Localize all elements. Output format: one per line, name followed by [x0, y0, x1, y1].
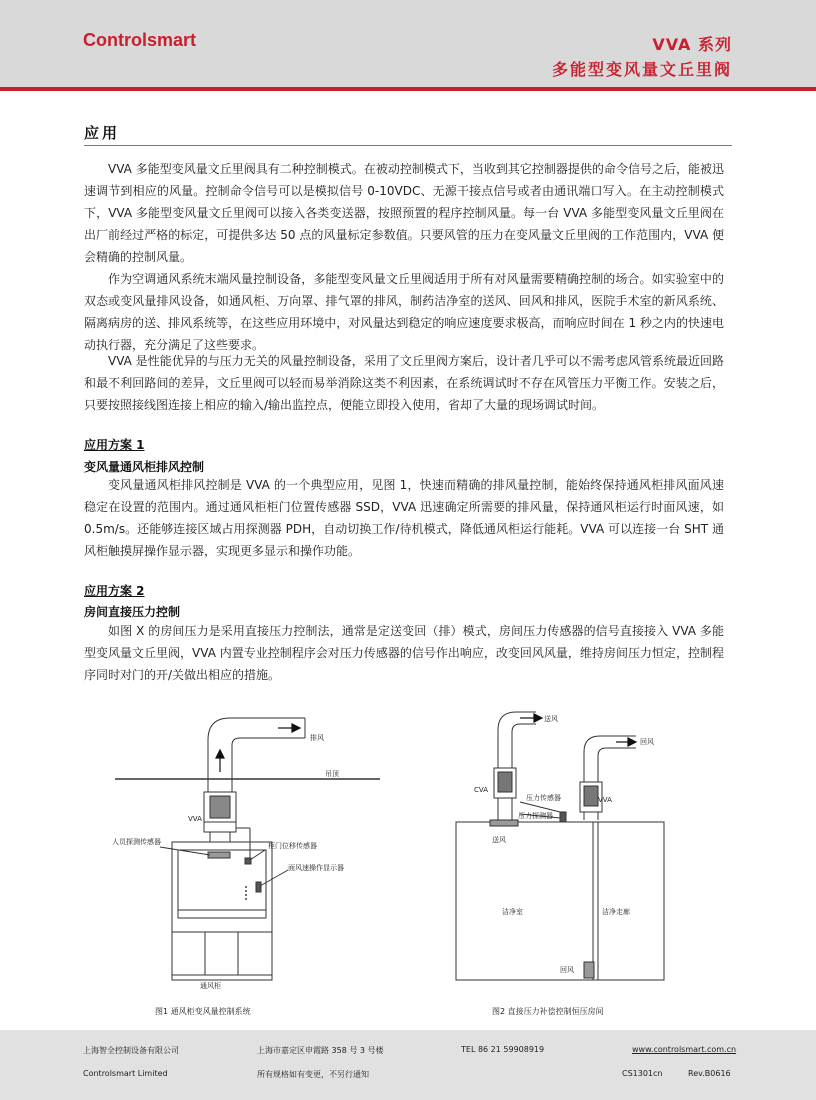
scheme2-title: 应用方案 2 — [84, 584, 145, 598]
scheme2-heading: 房间直接压力控制 — [84, 605, 181, 619]
brand-logo-text: Controlsmart — [83, 30, 197, 50]
product-title: 多能型变风量文丘里阀 — [551, 60, 732, 79]
fig2-vva-label: VVA — [598, 796, 612, 804]
scheme1-text: 变风量通风柜排风控制是 VVA 的一个典型应用，见图 1，快速而精确的排风量控制，能始终保持通风柜排风面风速稳定在设置的范围内。通过通风柜柜门位置传感器 SSD，VVA 迅速确定所需要的排风量，保持通风柜运行时面风速，如 0.5m/s。还能够连接区域占用探测器 PDH，自动切换工作/待机模式，降低通风柜运行能耗。VVA 可以连接一台 SHT 通风柜触摸屏操作显示器，实现更多显示和操作功能。 — [84, 478, 724, 558]
fig1-presence-sensor-label: 人员探测传感器 — [112, 838, 161, 846]
paragraph-3: VVA 是性能优异的与压力无关的风量控制设备，采用了文丘里阀方案后，设计者几乎可以不需考虑风管系统最近回路和最不利回路间的差异，文丘里阀可以轻而易举消除这类不利因素，在系统调试时不存在风管压力平衡工作。安装之后，只要按照接线图连接上相应的输入/输出监控点，便能立即投入使用，省却了大量的现场调试时间。 — [84, 354, 724, 412]
figure1-hood-diagram — [100, 700, 390, 995]
fig1-sash-sensor-label: 柜门位移传感器 — [268, 842, 317, 850]
figure1-caption: 图1 通风柜变风量控制系统 — [155, 1007, 251, 1016]
fig1-ceiling-label: 吊顶 — [325, 770, 339, 778]
figure2-caption: 图2 直接压力补偿控制恒压房间 — [492, 1007, 604, 1016]
fig2-cleanroom-label: 洁净室 — [502, 908, 523, 916]
fig1-exhaust-label: 排风 — [310, 734, 324, 742]
figure2-room-diagram — [450, 700, 690, 995]
scheme1-heading: 变风量通风柜排风控制 — [84, 460, 205, 474]
fig1-display-label: 面风速操作显示器 — [288, 864, 344, 872]
footer-website-link[interactable]: www.controlsmart.com.cn — [632, 1045, 737, 1054]
footer-company-en: Controlsmart Limited — [83, 1069, 168, 1078]
footer-doc-code: CS1301cn — [622, 1069, 663, 1078]
footer-notice: 所有规格如有变更，不另行通知 — [257, 1070, 369, 1079]
fig2-supply-bottom-label: 送风 — [492, 836, 506, 844]
fig2-return-top-label: 回风 — [640, 738, 654, 746]
fig2-supply-top-label: 送风 — [544, 715, 558, 723]
section-divider — [84, 145, 732, 146]
paragraph-1: VVA 多能型变风量文丘里阀具有二种控制模式。在被动控制模式下，当收到其它控制器提供的命令信号之后，能被迅速调节到相应的风量。控制命令信号可以是模拟信号 0-10VDC、无源干接点信号或者由通讯端口写入。在主动控制模式下，VVA 多能型变风量文丘里阀可以接入各类变送器，按照预置的程序控制风量。每一台 VVA 多能型变风量文丘里阀在出厂前经过严格的标定，可提供多达 50 点的风量标定参数值。只要风管的压力在变风量文丘里阀的工作范围内，VVA 便会精确的控制风量。 — [84, 162, 724, 264]
footer-address: 上海市嘉定区申霞路 358 号 3 号楼 — [257, 1046, 384, 1055]
header-rule — [0, 87, 816, 91]
fig2-cva-label: CVA — [474, 786, 489, 794]
fig2-return-bottom-label: 回风 — [560, 966, 574, 974]
footer-tel: TEL 86 21 59908919 — [461, 1045, 545, 1054]
fig2-corridor-label: 洁净走廊 — [602, 908, 630, 916]
fig2-pressure-sensor-label: 压力传感器 — [526, 794, 561, 802]
footer-band — [0, 1030, 816, 1100]
fig2-pressure-probe-label: 压力探测器 — [518, 812, 553, 820]
fig1-vva-label: VVA — [188, 815, 202, 823]
series-title: VVA 系列 — [652, 35, 732, 54]
footer-revision: Rev.B0616 — [688, 1069, 731, 1078]
scheme2-text: 如图 X 的房间压力是采用直接压力控制法，通常是定送变回（排）模式，房间压力传感器的信号直接接入 VVA 多能型变风量文丘里阀，VVA 内置专业控制程序会对压力传感器的信号作出响应，改变回风风量，维持房间压力恒定，控制程序同时对门的开/关做出相应的措施。 — [84, 624, 724, 682]
fig1-hood-label: 通风柜 — [200, 982, 221, 990]
paragraph-2: 作为空调通风系统末端风量控制设备，多能型变风量文丘里阀适用于所有对风量需要精确控制的场合。如实验室中的双态或变风量排风设备，如通风柜、万向罩、排气罩的排风，制药洁净室的送风、回风和排风，医院手术室的新风系统、隔离病房的送、排风系统等，在这些应用环境中，对风量达到稳定的响应速度要求极高，而响应时间在 1 秒之内的快速电动执行器，充分满足了这些要求。 — [84, 272, 724, 352]
section-title: 应用 — [84, 124, 121, 142]
footer-company-cn: 上海智全控制设备有限公司 — [83, 1046, 179, 1055]
scheme1-title: 应用方案 1 — [84, 438, 145, 452]
